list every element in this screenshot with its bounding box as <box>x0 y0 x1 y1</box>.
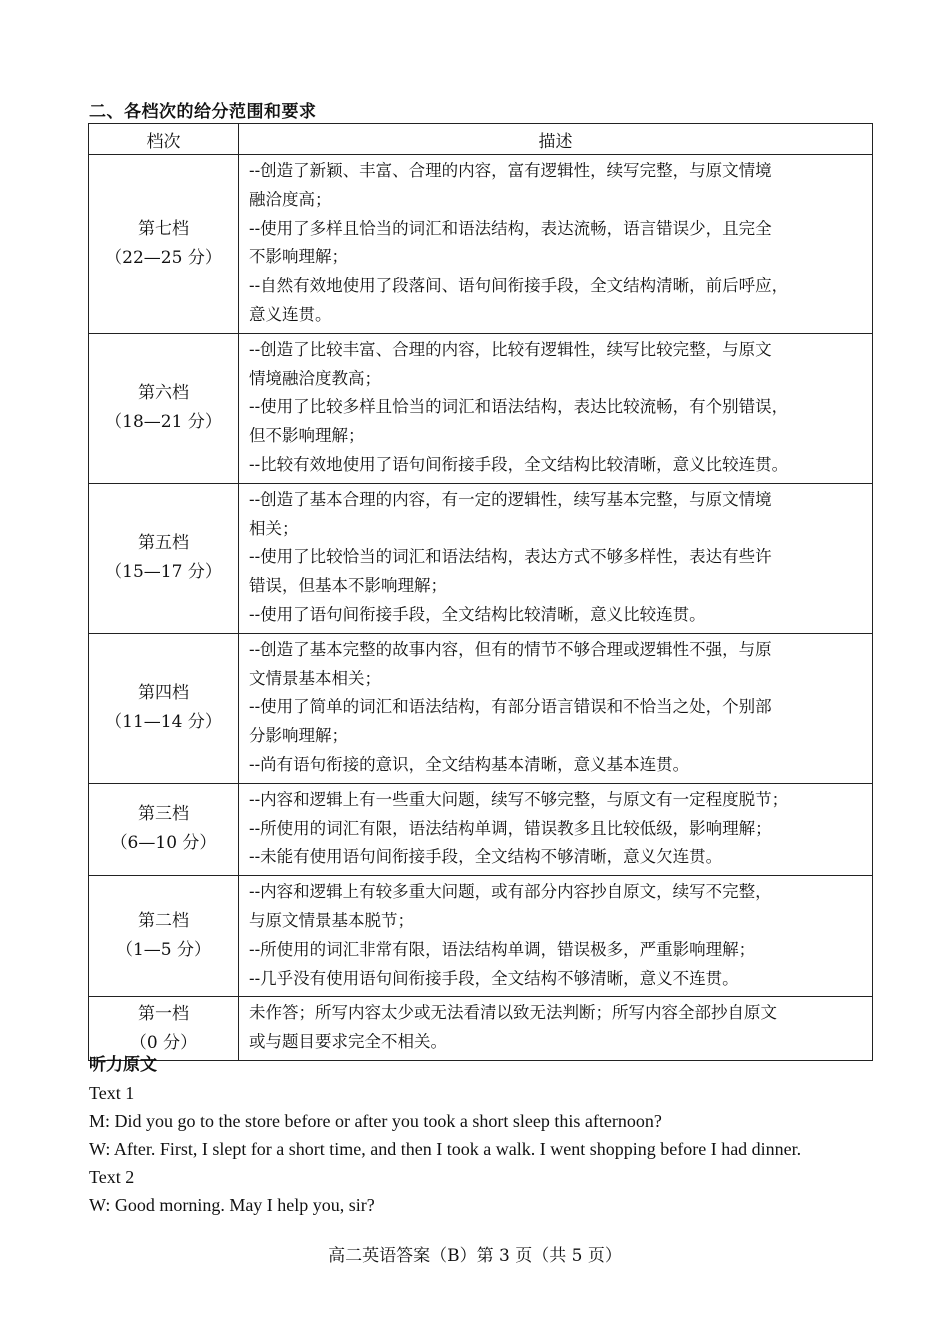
table-row <box>89 333 873 483</box>
transcript-line: W: Good morning. May I help you, sir? <box>89 1195 375 1215</box>
page-footer: 高二英语答案（B）第 3 页（共 5 页） <box>328 1246 622 1266</box>
description-cell <box>239 783 873 875</box>
description-line: --使用了比较多样且恰当的词汇和语法结构，表达比较流畅，有个别错误， <box>249 397 789 417</box>
table-row <box>89 483 873 633</box>
description-line: --几乎没有使用语句间衔接手段，全文结构不够清晰，意义不连贯。 <box>249 968 739 988</box>
description-line: --创造了基本完整的故事内容，但有的情节不够合理或逻辑性不强，与原 <box>249 639 772 659</box>
table-row <box>89 783 873 875</box>
description-line: 或与题目要求完全不相关。 <box>249 1032 447 1052</box>
level-score-range: （6—10 分） <box>110 833 217 854</box>
description-line: --自然有效地使用了段落间、语句间衔接手段，全文结构清晰，前后呼应， <box>249 276 789 296</box>
column-header-level: 档次 <box>89 124 239 155</box>
table-row <box>89 876 873 997</box>
description-line: 意义连贯。 <box>249 304 332 324</box>
description-cell <box>239 155 873 334</box>
description-line: 文情景基本相关； <box>249 668 381 688</box>
description-line: --创造了基本合理的内容，有一定的逻辑性，续写基本完整，与原文情境 <box>249 489 772 509</box>
description-line: 分影响理解； <box>249 726 348 746</box>
level-name: 第五档 <box>138 533 189 554</box>
level-cell <box>89 483 239 633</box>
description-line: --所使用的词汇非常有限，语法结构单调，错误极多，严重影响理解； <box>249 939 756 959</box>
transcript-line: W: After. First, I slept for a short time, and then I took a walk. I went shopping before I had dinner. <box>89 1139 802 1159</box>
description-line: --尚有语句衔接的意识，全文结构基本清晰，意义基本连贯。 <box>249 754 690 774</box>
transcript-heading: 听力原文 <box>89 1055 157 1075</box>
description-line: --创造了新颖、丰富、合理的内容，富有逻辑性，续写完整，与原文情境 <box>249 161 772 180</box>
table-row <box>89 155 873 334</box>
description-line: 融洽度高； <box>249 189 332 209</box>
description-line: 但不影响理解； <box>249 426 365 446</box>
description-cell <box>239 997 873 1061</box>
transcript-line: Text 2 <box>89 1167 135 1187</box>
table-row <box>89 997 873 1061</box>
table-header-row <box>89 124 873 155</box>
description-cell <box>239 333 873 483</box>
transcript-text <box>89 1079 889 1219</box>
level-cell <box>89 155 239 334</box>
description-line: --所使用的词汇有限，语法结构单调，错误教多且比较低级，影响理解； <box>249 818 772 838</box>
level-name: 第三档 <box>138 804 189 825</box>
description-line: 不影响理解； <box>249 247 348 267</box>
grading-table <box>88 123 873 1061</box>
description-cell <box>239 483 873 633</box>
section-heading: 二、各档次的给分范围和要求 <box>89 102 317 122</box>
level-name: 第六档 <box>138 383 189 404</box>
description-line: 与原文情景基本脱节； <box>249 910 414 930</box>
description-line: --内容和逻辑上有一些重大问题，续写不够完整，与原文有一定程度脱节； <box>249 789 789 809</box>
description-cell <box>239 633 873 783</box>
level-name: 第四档 <box>138 683 189 704</box>
description-line: 未作答；所写内容太少或无法看清以致无法判断；所写内容全部抄自原文 <box>249 1003 777 1023</box>
description-cell <box>239 876 873 997</box>
description-line: 情境融洽度教高； <box>249 368 381 388</box>
level-name: 第一档 <box>138 1003 189 1024</box>
level-cell <box>89 633 239 783</box>
level-cell <box>89 333 239 483</box>
level-cell <box>89 876 239 997</box>
level-score-range: （1—5 分） <box>115 940 212 961</box>
level-name: 第七档 <box>138 218 189 239</box>
column-header-description: 描述 <box>239 124 873 155</box>
transcript-line: M: Did you go to the store before or after you took a short sleep this afternoon? <box>89 1111 662 1131</box>
description-line: --使用了简单的词汇和语法结构，有部分语言错误和不恰当之处，个别部 <box>249 697 772 717</box>
description-line: 相关； <box>249 518 299 538</box>
level-name: 第二档 <box>138 911 189 932</box>
description-line: 错误，但基本不影响理解； <box>249 576 447 596</box>
level-score-range: （18—21 分） <box>105 412 222 433</box>
description-line: --使用了语句间衔接手段，全文结构比较清晰，意义比较连贯。 <box>249 604 706 624</box>
level-cell <box>89 783 239 875</box>
level-score-range: （11—14 分） <box>105 712 222 733</box>
level-score-range: （15—17 分） <box>105 562 222 583</box>
table-row <box>89 633 873 783</box>
description-line: --内容和逻辑上有较多重大问题，或有部分内容抄自原文，续写不完整， <box>249 882 772 902</box>
description-line: --使用了比较恰当的词汇和语法结构，表达方式不够多样性，表达有些许 <box>249 547 772 567</box>
description-line: --比较有效地使用了语句间衔接手段，全文结构比较清晰，意义比较连贯。 <box>249 454 789 474</box>
description-line: --未能有使用语句间衔接手段，全文结构不够清晰，意义欠连贯。 <box>249 847 723 867</box>
transcript-line: Text 1 <box>89 1083 135 1103</box>
level-score-range: （22—25 分） <box>105 247 222 268</box>
description-line: --使用了多样且恰当的词汇和语法结构，表达流畅，语言错误少，且完全 <box>249 218 772 238</box>
description-line: --创造了比较丰富、合理的内容，比较有逻辑性，续写比较完整，与原文 <box>249 339 772 359</box>
level-score-range: （0 分） <box>129 1032 198 1053</box>
